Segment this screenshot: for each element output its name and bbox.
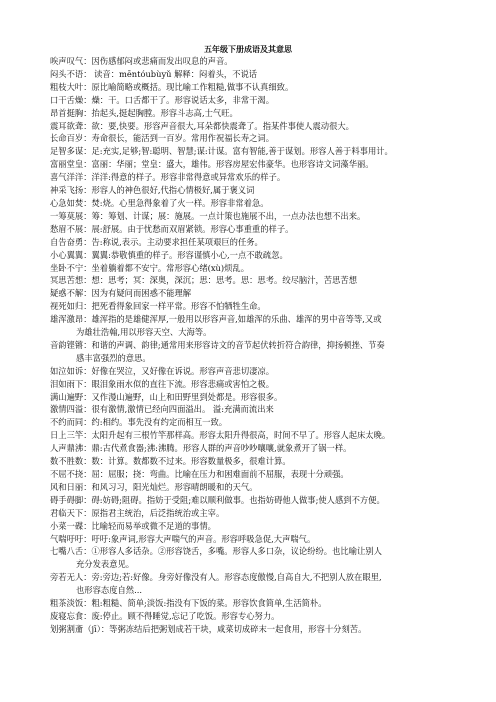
idiom-entry: 昂首挺胸：抬起头,挺起胸膛。形容斗志高,士气旺。 [50, 107, 238, 118]
idiom-entry: 坐卧不宁：坐着躺着都不安宁。常形容心绪(xù)烦乱。 [50, 262, 250, 273]
idiom-entry: 气喘吁吁：吁吁:象声词,形容大声喘气的声音。形容呼吸急促,大声喘气。 [50, 533, 316, 544]
idiom-entry: 七嘴八舌：①形容人多话杂。②形容饶舌，多嘴。形容人多口杂，议论纷纷。也比喻让别人 [50, 546, 382, 557]
idiom-entry: 碍手碍脚：碍:妨碍;阻碍。指妨于受阻;难以顺利做事。也指妨碍他人做事;使人感到不方便。 [50, 494, 385, 505]
idiom-entry: 满山遍野：又作漫山遍野，山上和田野里到处都是。形容很多。 [50, 391, 283, 402]
idiom-entry: 不约而同：约:相约。事先没有约定而相互一致。 [50, 417, 228, 428]
idiom-entry: 小菜一碟：比喻轻而易举或微不足道的事情。 [50, 520, 216, 531]
idiom-entry: 雄浑激昂：雄浑指的是雄健浑厚,一般用以形容声音,如雄浑的乐曲、雄浑的男中音等等,又或 [50, 314, 382, 325]
idiom-list [50, 55, 464, 636]
idiom-entry-continuation: 为雄壮浩翰,用以形容天空、大海等。 [76, 327, 212, 338]
idiom-entry: 日上三竿：太阳升起有三根竹竿那样高。形容太阳升得很高，时间不早了。形容人起床太晚。 [50, 430, 391, 441]
idiom-entry: 视死如归：把死看得象回家一样平常。形容不怕牺牲生命。 [50, 301, 266, 312]
idiom-entry: 粗茶淡饭：粗:粗糙、简单;淡饭:指没有下饭的菜。形容饮食简单,生活简朴。 [50, 598, 327, 609]
idiom-entry: 音韵铿锵：和谐的声调、韵律;通常用来形容诗文的音节起伏转折符合韵律，抑扬顿挫、节奏 [50, 339, 385, 350]
idiom-entry: 废寝忘食：废:停止。顾不得睡觉,忘记了吃饭。形容专心努力。 [50, 610, 280, 621]
idiom-entry: 冥思苦想：想：思考；冥：深奥，深沉；思：思考。思：思考。绞尽脑汁，苦思苦想 [50, 275, 357, 286]
idiom-entry: 小心翼翼：翼翼:恭敬慎重的样子。形容谨慎小心,一点不敢疏忽。 [50, 249, 288, 260]
idiom-entry: 长命百岁：寿命很长，能活到一百岁。常用作祝福长寿之词。 [50, 133, 275, 144]
idiom-entry: 心急如焚：焚:烧。心里急得象着了火一样。形容非常着急。 [50, 197, 269, 208]
idiom-entry: 口干舌燥：燥：干。口舌都干了。形容说话太多，非常干渴。 [50, 94, 275, 105]
idiom-entry: 人声鼎沸：鼎:古代煮食器;沸:沸腾。形容人群的声音吵吵嚷嚷,就象煮开了锅一样。 [50, 443, 352, 454]
idiom-entry: 自告奋勇：告:称说,表示。主动要求担任某项艰巨的任务。 [50, 236, 263, 247]
idiom-entry: 富丽堂皇：富丽：华丽；堂皇：盛大，雄伟。形容房屋宏伟豪华。也形容诗文词藻华丽。 [50, 159, 374, 170]
idiom-entry: 疑惑不解：因为有疑问而困惑不能理解 [50, 288, 192, 299]
idiom-entry: 愁眉不展：展:舒展。由于忧愁而双眉紧锁。形容心事重重的样子。 [50, 223, 294, 234]
document-title: 五年级下册成语及其意思 [204, 45, 292, 54]
idiom-entry-continuation: 充分发表意见。 [76, 559, 135, 570]
idiom-entry: 君临天下：原指君主统治，后泛指统治或主宰。 [50, 507, 225, 518]
idiom-entry: 泪如雨下：眼泪象雨水似的直往下流。形容悲痛或害怕之极。 [50, 378, 275, 389]
idiom-entry: 喜气洋洋：洋洋:得意的样子。形容非常得意或异常欢乐的样子。 [50, 172, 286, 183]
idiom-entry: 神采飞扬：形容人的神色很好,代指心情极好,属于褒义词 [50, 185, 255, 196]
idiom-entry-continuation: 也形容态度自然... [76, 585, 142, 596]
idiom-entry: 风和日丽：和风习习，阳光灿烂。形容晴朗暖和的天气。 [50, 481, 258, 492]
idiom-entry-continuation: 感丰富强烈的意思。 [76, 352, 151, 363]
idiom-entry: 唉声叹气：因伤感郁闷或悲痛而发出叹息的声音。 [50, 56, 233, 66]
idiom-entry: 划粥割齑（jī）：等粥冻结后把粥划成若干块，咸菜切成碎末一起食用，形容十分刻苦。 [50, 623, 367, 634]
idiom-entry: 粗枝大叶：原比喻简略或概括。现比喻工作粗糙,做事不认真细致。 [50, 81, 294, 92]
idiom-entry: 旁若无人：旁:旁边;若:好像。身旁好像没有人。形容态度傲慢,自高自大,不把别人放在眼里, [50, 572, 382, 583]
idiom-entry: 足智多谋：足:充实,足够;智:聪明、智慧;谋:计谋。富有智能,善于谋划。形容人善于料事用计。 [50, 146, 393, 157]
idiom-entry: 不屈不挠：屈：屈服；挠：弯曲。比喻在压力和困难面前不屈服，表现十分顽强。 [50, 469, 349, 479]
idiom-entry: 震耳欲聋：欲：要,快要。形容声音很大,耳朵都快震聋了。指某件事使人震动很大。 [50, 120, 354, 131]
idiom-entry: 闷头不语： 读音：mēntóubùyǔ 解释：闷着头，不说话 [50, 68, 258, 79]
idiom-entry: 激情四溢：很有激情,激情已经向四面溢出。 溢:充满而流出来 [50, 404, 274, 415]
idiom-entry: 一筹莫展：筹：筹划、计谋；展：施展。一点计策也施展不出，一点办法也想不出来。 [50, 210, 366, 221]
idiom-entry: 如泣如诉：好像在哭泣，又好像在诉说。形容声音悲切凄凉。 [50, 365, 275, 376]
idiom-entry: 数不胜数：数：计算。数都数不过来。形容数量极多，很难计算。 [50, 456, 291, 467]
